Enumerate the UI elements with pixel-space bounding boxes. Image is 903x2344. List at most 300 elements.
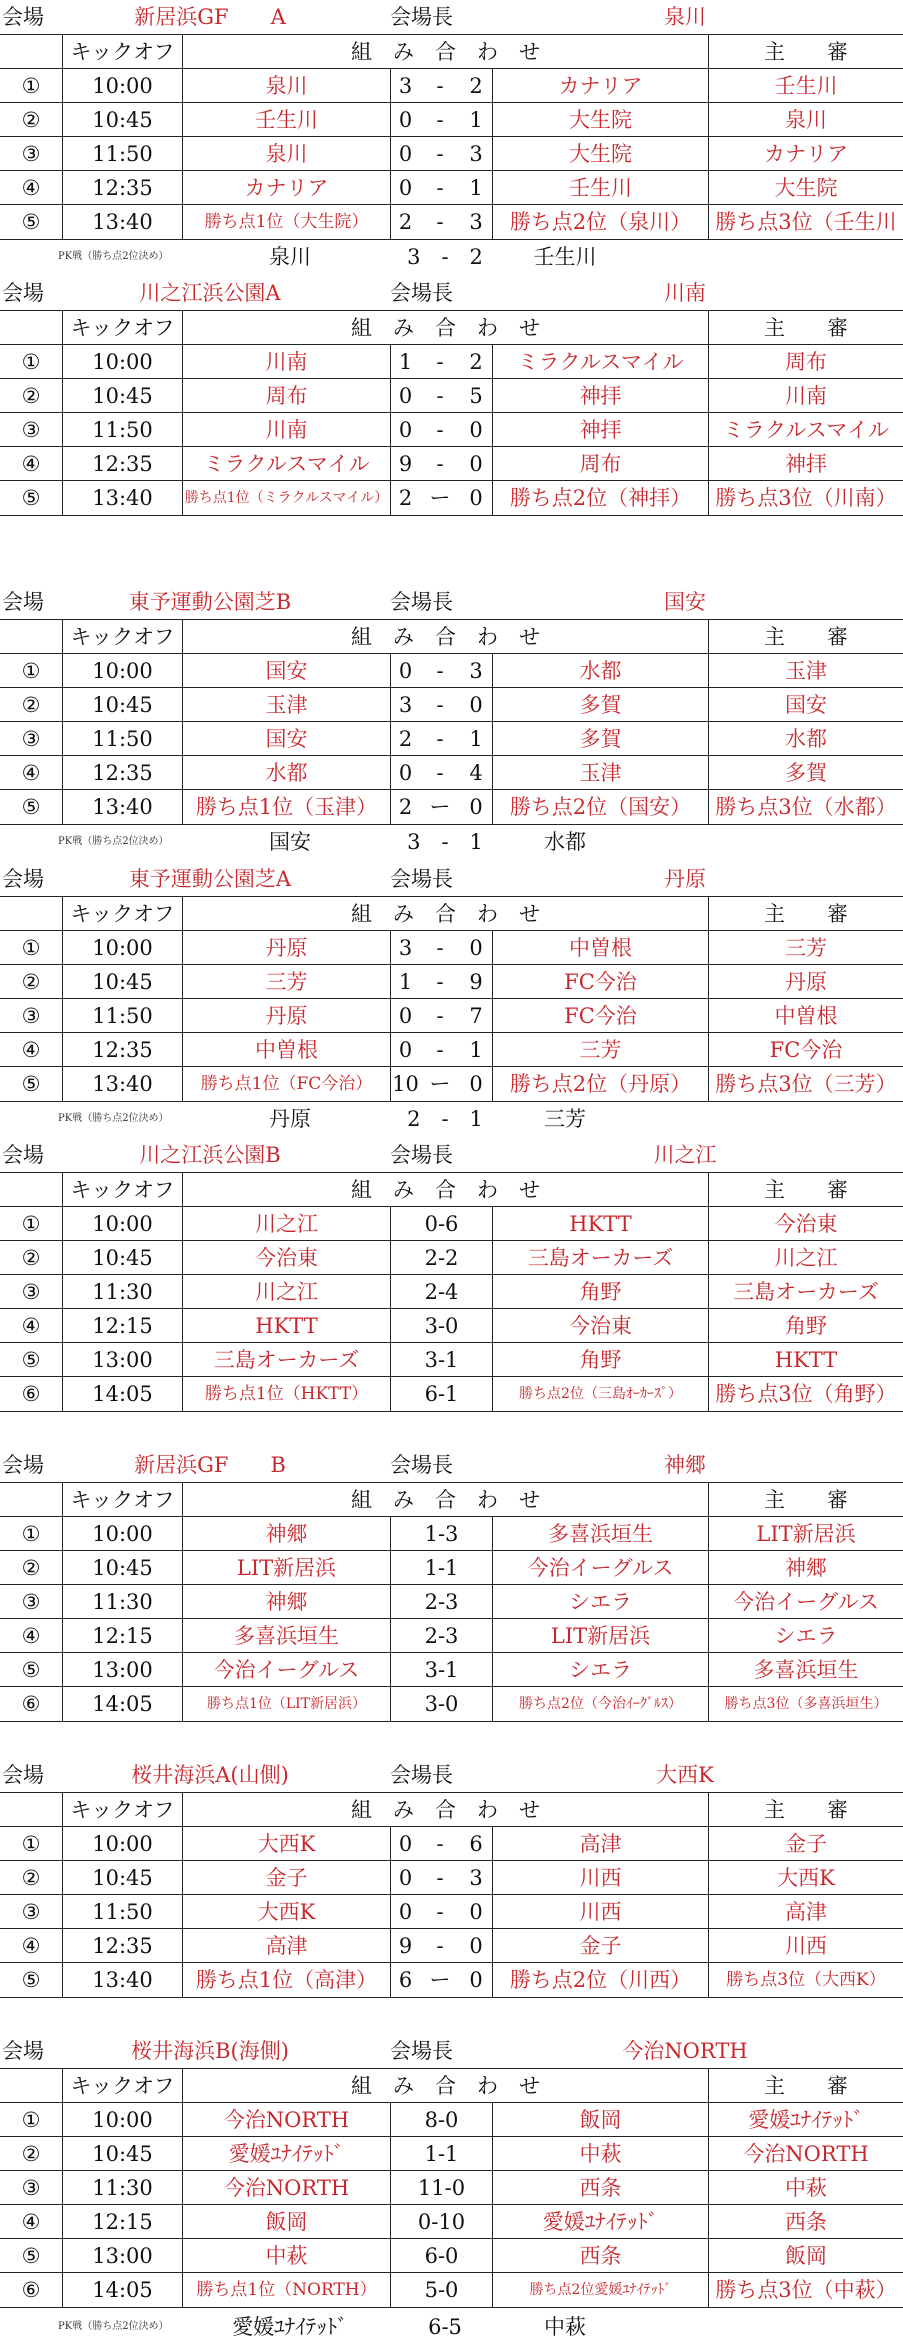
- table-row: [0, 2238, 903, 2273]
- away-team: 壬生川: [492, 171, 708, 205]
- matchup-header: 組 み 合 わ せ: [182, 35, 708, 69]
- score-home: 1: [390, 965, 420, 999]
- home-team: 国安: [182, 654, 390, 688]
- table-row: [0, 1894, 903, 1929]
- pk-away: 中萩: [544, 2315, 586, 2339]
- kickoff-time: 11:30: [62, 2171, 182, 2205]
- venue-head-label: 会場長: [390, 1763, 453, 1787]
- table-row: [0, 789, 903, 825]
- score-away: 0: [469, 936, 483, 960]
- kickoff-time: 10:45: [62, 965, 182, 999]
- table-row: [0, 1206, 903, 1241]
- referee-team: 大西K: [708, 1861, 903, 1895]
- kickoff-time: 10:00: [62, 654, 182, 688]
- score-home: 0: [390, 654, 420, 688]
- kickoff-time: 12:15: [62, 2205, 182, 2239]
- home-team: 飯岡: [182, 2205, 390, 2239]
- no-header: [0, 897, 62, 931]
- referee-team: HKTT: [708, 1343, 903, 1377]
- venue-name: 東予運動公園芝B: [128, 590, 292, 614]
- table-row: [0, 1342, 903, 1377]
- home-team: 玉津: [182, 688, 390, 722]
- venue-head-label: 会場長: [390, 590, 453, 614]
- table-row: [0, 2170, 903, 2205]
- match-number: ①: [21, 1522, 41, 1546]
- pk-result-row: [0, 1102, 903, 1136]
- score-away: 9: [469, 970, 483, 994]
- kickoff-time: 12:35: [62, 756, 182, 790]
- match-score: 3-1: [390, 1653, 492, 1687]
- away-team: 今治イーグルス: [492, 1551, 708, 1585]
- kickoff-time: 12:35: [62, 171, 182, 205]
- match-number: ④: [21, 2210, 41, 2234]
- pk-home: 愛媛ﾕﾅｲﾃｯﾄﾞ: [232, 2315, 348, 2339]
- match-score: 2-4: [390, 1275, 492, 1309]
- matchup-header: 組 み 合 わ せ: [182, 311, 708, 345]
- kickoff-time: 10:00: [62, 931, 182, 965]
- home-team: 金子: [182, 1861, 390, 1895]
- venue-header-row: [0, 276, 903, 310]
- away-team: 西条: [492, 2239, 708, 2273]
- score-separator: ー: [429, 1072, 451, 1096]
- score-separator: -: [436, 693, 444, 717]
- no-header: [0, 311, 62, 345]
- away-team: 高津: [492, 1827, 708, 1861]
- kickoff-header: キックオフ: [62, 35, 182, 69]
- away-team: 勝ち点2位（神拝）: [492, 481, 708, 515]
- referee-team: 丹原: [708, 965, 903, 999]
- home-team: 周布: [182, 379, 390, 413]
- table-row: [0, 446, 903, 481]
- score-away: 0: [469, 486, 483, 510]
- kickoff-time: 10:00: [62, 1827, 182, 1861]
- score-away: 0: [469, 1934, 483, 1958]
- no-header: [0, 2069, 62, 2103]
- match-number: ⑤: [21, 1072, 41, 1096]
- column-header-row: [0, 1172, 903, 1207]
- match-number: ①: [21, 1212, 41, 1236]
- referee-team: 今治NORTH: [708, 2137, 903, 2171]
- home-team: 高津: [182, 1929, 390, 1963]
- match-score: 6-1: [390, 1377, 492, 1411]
- home-team: 丹原: [182, 931, 390, 965]
- kickoff-header: キックオフ: [62, 311, 182, 345]
- away-team: 中萩: [492, 2137, 708, 2171]
- score-home: 2: [390, 790, 420, 824]
- referee-team: 勝ち点3位（角野）: [708, 1377, 903, 1411]
- away-team: 川西: [492, 1861, 708, 1895]
- away-team: 勝ち点2位（丹原）: [492, 1067, 708, 1101]
- match-number: ①: [21, 1832, 41, 1856]
- home-team: カナリア: [182, 171, 390, 205]
- kickoff-time: 11:50: [62, 413, 182, 447]
- score-separator: -: [436, 659, 444, 683]
- home-team: 川之江: [182, 1207, 390, 1241]
- referee-team: 水都: [708, 722, 903, 756]
- venue-label: 会場: [2, 867, 44, 891]
- venue-header-row: [0, 1448, 903, 1482]
- home-team: 勝ち点1位（高津）: [182, 1963, 390, 1997]
- venue-head-name: 神郷: [664, 1453, 706, 1477]
- match-number: ④: [21, 176, 41, 200]
- score-separator: -: [436, 1832, 444, 1856]
- away-team: 金子: [492, 1929, 708, 1963]
- table-row: [0, 1066, 903, 1102]
- referee-team: 今治イーグルス: [708, 1585, 903, 1619]
- score-home: 9: [390, 1929, 420, 1963]
- match-number: ③: [21, 1900, 41, 1924]
- table-row: [0, 480, 903, 516]
- match-score: 3-0: [390, 1309, 492, 1343]
- away-team: カナリア: [492, 69, 708, 103]
- table-row: [0, 136, 903, 171]
- match-number: ⑤: [21, 1968, 41, 1992]
- home-team: 勝ち点1位（大生院）: [182, 205, 390, 239]
- away-team: 神拝: [492, 413, 708, 447]
- score-home: 0: [390, 1895, 420, 1929]
- referee-header: 主 審: [708, 620, 903, 654]
- referee-team: 今治東: [708, 1207, 903, 1241]
- home-team: 今治NORTH: [182, 2171, 390, 2205]
- pk-result-row: [0, 240, 903, 274]
- venue-label: 会場: [2, 1143, 44, 1167]
- referee-header: 主 審: [708, 1793, 903, 1827]
- score-away: 3: [469, 659, 483, 683]
- score-home: 9: [390, 447, 420, 481]
- match-number: ③: [21, 142, 41, 166]
- referee-team: 中曽根: [708, 999, 903, 1033]
- kickoff-time: 11:50: [62, 722, 182, 756]
- referee-team: 神郷: [708, 1551, 903, 1585]
- column-header-row: [0, 1792, 903, 1827]
- away-team: 川西: [492, 1895, 708, 1929]
- referee-team: 三芳: [708, 931, 903, 965]
- match-number: ②: [21, 108, 41, 132]
- table-row: [0, 1928, 903, 1963]
- score-separator: -: [436, 1900, 444, 1924]
- match-number: ⑥: [21, 2278, 41, 2302]
- venue-head-name: 丹原: [664, 867, 706, 891]
- match-number: ①: [21, 74, 41, 98]
- venue-header-row: [0, 1758, 903, 1792]
- kickoff-time: 10:45: [62, 688, 182, 722]
- kickoff-time: 13:40: [62, 205, 182, 239]
- away-team: 勝ち点2位（国安）: [492, 790, 708, 824]
- matchup-header: 組 み 合 わ せ: [182, 2069, 708, 2103]
- home-team: LIT新居浜: [182, 1551, 390, 1585]
- home-team: 神郷: [182, 1517, 390, 1551]
- home-team: 勝ち点1位（NORTH）: [182, 2273, 390, 2307]
- venue-head-label: 会場長: [390, 1453, 453, 1477]
- away-team: 大生院: [492, 103, 708, 137]
- away-team: 中曽根: [492, 931, 708, 965]
- pk-result-row: [0, 825, 903, 859]
- referee-team: 川西: [708, 1929, 903, 1963]
- match-number: ⑤: [21, 795, 41, 819]
- score-home: 10: [390, 1067, 420, 1101]
- score-away: 3: [469, 142, 483, 166]
- score-separator: -: [436, 1866, 444, 1890]
- referee-team: 愛媛ﾕﾅｲﾃｯﾄﾞ: [708, 2103, 903, 2137]
- score-home: 6: [390, 1963, 420, 1997]
- score-away: 1: [469, 176, 483, 200]
- kickoff-time: 12:15: [62, 1619, 182, 1653]
- table-row: [0, 412, 903, 447]
- venue-name: 新居浜GF B: [134, 1453, 286, 1477]
- match-score: 3-0: [390, 1687, 492, 1721]
- kickoff-time: 13:00: [62, 1653, 182, 1687]
- score-away: 4: [469, 761, 483, 785]
- kickoff-header: キックオフ: [62, 1793, 182, 1827]
- match-score: 0-10: [390, 2205, 492, 2239]
- pk-label: PK戦（勝ち点2位決め）: [58, 836, 169, 847]
- home-team: 丹原: [182, 999, 390, 1033]
- match-score: 2-2: [390, 1241, 492, 1275]
- home-team: 愛媛ﾕﾅｲﾃｯﾄﾞ: [182, 2137, 390, 2171]
- score-home: 0: [390, 756, 420, 790]
- no-header: [0, 620, 62, 654]
- pk-home: 国安: [269, 830, 311, 854]
- match-number: ②: [21, 384, 41, 408]
- venue-label: 会場: [2, 5, 44, 29]
- matchup-header: 組 み 合 わ せ: [182, 1173, 708, 1207]
- referee-team: カナリア: [708, 137, 903, 171]
- kickoff-time: 12:35: [62, 1033, 182, 1067]
- score-home: 0: [390, 171, 420, 205]
- match-number: ⑤: [21, 2244, 41, 2268]
- match-score: 8-0: [390, 2103, 492, 2137]
- venue-name: 川之江浜公園B: [139, 1143, 281, 1167]
- away-team: 角野: [492, 1343, 708, 1377]
- table-row: [0, 964, 903, 999]
- referee-header: 主 審: [708, 1173, 903, 1207]
- kickoff-time: 10:00: [62, 1207, 182, 1241]
- pk-away: 壬生川: [533, 245, 597, 269]
- kickoff-time: 10:45: [62, 1861, 182, 1895]
- home-team: 勝ち点1位（玉津）: [182, 790, 390, 824]
- home-team: 大西K: [182, 1827, 390, 1861]
- table-row: [0, 930, 903, 965]
- score-separator: ー: [429, 486, 451, 510]
- kickoff-time: 10:00: [62, 2103, 182, 2137]
- referee-team: 角野: [708, 1309, 903, 1343]
- away-team: 大生院: [492, 137, 708, 171]
- score-away: 0: [469, 418, 483, 442]
- kickoff-header: キックオフ: [62, 620, 182, 654]
- column-header-row: [0, 2068, 903, 2103]
- venue-head-name: 大西K: [656, 1763, 714, 1787]
- home-team: 川南: [182, 413, 390, 447]
- score-away: 0: [469, 1072, 483, 1096]
- home-team: 今治NORTH: [182, 2103, 390, 2137]
- score-home: 0: [390, 413, 420, 447]
- score-away: 1: [469, 1038, 483, 1062]
- pk-label: PK戦（勝ち点2位決め）: [58, 251, 169, 262]
- table-row: [0, 998, 903, 1033]
- score-separator: -: [436, 1004, 444, 1028]
- home-team: 川南: [182, 345, 390, 379]
- score-away: 3: [469, 1866, 483, 1890]
- pk-label: PK戦（勝ち点2位決め）: [58, 2321, 169, 2332]
- kickoff-time: 10:00: [62, 345, 182, 379]
- pk-score: 3 - 1: [407, 830, 483, 854]
- kickoff-time: 11:30: [62, 1585, 182, 1619]
- score-separator: -: [436, 418, 444, 442]
- kickoff-time: 10:00: [62, 1517, 182, 1551]
- referee-team: LIT新居浜: [708, 1517, 903, 1551]
- table-row: [0, 102, 903, 137]
- score-away: 0: [469, 452, 483, 476]
- match-score: 1-1: [390, 1551, 492, 1585]
- venue-label: 会場: [2, 281, 44, 305]
- away-team: 勝ち点2位愛媛ﾕﾅｲﾃｯﾄﾞ: [492, 2273, 708, 2307]
- away-team: 神拝: [492, 379, 708, 413]
- score-away: 5: [469, 384, 483, 408]
- match-score: 3-1: [390, 1343, 492, 1377]
- table-row: [0, 1516, 903, 1551]
- home-team: 勝ち点1位（LIT新居浜）: [182, 1687, 390, 1721]
- score-away: 6: [469, 1832, 483, 1856]
- no-header: [0, 35, 62, 69]
- away-team: 勝ち点2位（泉川）: [492, 205, 708, 239]
- pk-score: 3 - 2: [407, 245, 483, 269]
- table-row: [0, 721, 903, 756]
- away-team: 多賀: [492, 722, 708, 756]
- home-team: 神郷: [182, 1585, 390, 1619]
- no-header: [0, 1793, 62, 1827]
- venue-label: 会場: [2, 1453, 44, 1477]
- venue-label: 会場: [2, 2039, 44, 2063]
- match-score: 0-6: [390, 1207, 492, 1241]
- referee-header: 主 審: [708, 897, 903, 931]
- score-separator: -: [436, 108, 444, 132]
- home-team: 泉川: [182, 69, 390, 103]
- score-away: 2: [469, 74, 483, 98]
- referee-team: 多賀: [708, 756, 903, 790]
- venue-head-label: 会場長: [390, 867, 453, 891]
- away-team: 多喜浜垣生: [492, 1517, 708, 1551]
- home-team: 多喜浜垣生: [182, 1619, 390, 1653]
- referee-team: 勝ち点3位（川南）: [708, 481, 903, 515]
- table-row: [0, 1550, 903, 1585]
- score-separator: -: [436, 761, 444, 785]
- referee-team: 神拝: [708, 447, 903, 481]
- pk-score: 2 - 1: [407, 1107, 483, 1131]
- kickoff-time: 10:45: [62, 379, 182, 413]
- table-row: [0, 2136, 903, 2171]
- match-number: ⑥: [21, 1382, 41, 1406]
- pk-result-row: [0, 2310, 903, 2344]
- venue-head-name: 国安: [664, 590, 706, 614]
- score-separator: -: [436, 1934, 444, 1958]
- referee-team: 川南: [708, 379, 903, 413]
- referee-header: 主 審: [708, 311, 903, 345]
- kickoff-time: 12:35: [62, 1929, 182, 1963]
- kickoff-time: 13:40: [62, 481, 182, 515]
- match-number: ②: [21, 693, 41, 717]
- table-row: [0, 687, 903, 722]
- pk-label: PK戦（勝ち点2位決め）: [58, 1113, 169, 1124]
- table-row: [0, 1376, 903, 1412]
- match-number: ③: [21, 1004, 41, 1028]
- table-row: [0, 653, 903, 688]
- score-home: 0: [390, 999, 420, 1033]
- score-separator: ー: [429, 1968, 451, 1992]
- home-team: 勝ち点1位（FC今治）: [182, 1067, 390, 1101]
- away-team: 勝ち点2位（今治ｲｰｸﾞﾙｽ）: [492, 1687, 708, 1721]
- referee-team: 川之江: [708, 1241, 903, 1275]
- kickoff-time: 14:05: [62, 1377, 182, 1411]
- away-team: 水都: [492, 654, 708, 688]
- kickoff-time: 11:50: [62, 999, 182, 1033]
- matchup-header: 組 み 合 わ せ: [182, 897, 708, 931]
- kickoff-time: 13:40: [62, 790, 182, 824]
- referee-team: 周布: [708, 345, 903, 379]
- referee-team: 国安: [708, 688, 903, 722]
- kickoff-time: 10:45: [62, 1241, 182, 1275]
- table-row: [0, 344, 903, 379]
- table-row: [0, 170, 903, 205]
- match-number: ③: [21, 418, 41, 442]
- away-team: 三芳: [492, 1033, 708, 1067]
- venue-name: 東予運動公園芝A: [128, 867, 292, 891]
- kickoff-time: 10:45: [62, 1551, 182, 1585]
- match-number: ③: [21, 727, 41, 751]
- score-away: 0: [469, 693, 483, 717]
- match-number: ④: [21, 452, 41, 476]
- match-score: 1-1: [390, 2137, 492, 2171]
- table-row: [0, 1686, 903, 1722]
- home-team: 今治イーグルス: [182, 1653, 390, 1687]
- away-team: 多賀: [492, 688, 708, 722]
- kickoff-time: 10:45: [62, 2137, 182, 2171]
- referee-team: 勝ち点3位（多喜浜垣生）: [708, 1687, 903, 1721]
- venue-header-row: [0, 2034, 903, 2068]
- column-header-row: [0, 310, 903, 345]
- column-header-row: [0, 896, 903, 931]
- venue-name: 桜井海浜A(山側): [131, 1763, 289, 1787]
- home-team: 三島オーカーズ: [182, 1343, 390, 1377]
- score-away: 0: [469, 1900, 483, 1924]
- referee-team: 勝ち点3位（大西K）: [708, 1963, 903, 1997]
- no-header: [0, 1483, 62, 1517]
- match-number: ①: [21, 350, 41, 374]
- match-number: ⑤: [21, 486, 41, 510]
- score-separator: -: [436, 936, 444, 960]
- home-team: 壬生川: [182, 103, 390, 137]
- table-row: [0, 2204, 903, 2239]
- match-number: ④: [21, 1934, 41, 1958]
- home-team: 水都: [182, 756, 390, 790]
- score-home: 0: [390, 103, 420, 137]
- pk-home: 丹原: [269, 1107, 311, 1131]
- away-team: 勝ち点2位（川西）: [492, 1963, 708, 1997]
- score-away: 1: [469, 727, 483, 751]
- match-number: ③: [21, 1280, 41, 1304]
- match-number: ①: [21, 659, 41, 683]
- away-team: 周布: [492, 447, 708, 481]
- score-separator: -: [436, 210, 444, 234]
- referee-team: 泉川: [708, 103, 903, 137]
- kickoff-header: キックオフ: [62, 2069, 182, 2103]
- referee-team: 玉津: [708, 654, 903, 688]
- column-header-row: [0, 1482, 903, 1517]
- score-away: 0: [469, 1968, 483, 1992]
- away-team: 愛媛ﾕﾅｲﾃｯﾄﾞ: [492, 2205, 708, 2239]
- home-team: 大西K: [182, 1895, 390, 1929]
- match-number: ①: [21, 936, 41, 960]
- home-team: 勝ち点1位（ミラクルスマイル）: [182, 481, 390, 515]
